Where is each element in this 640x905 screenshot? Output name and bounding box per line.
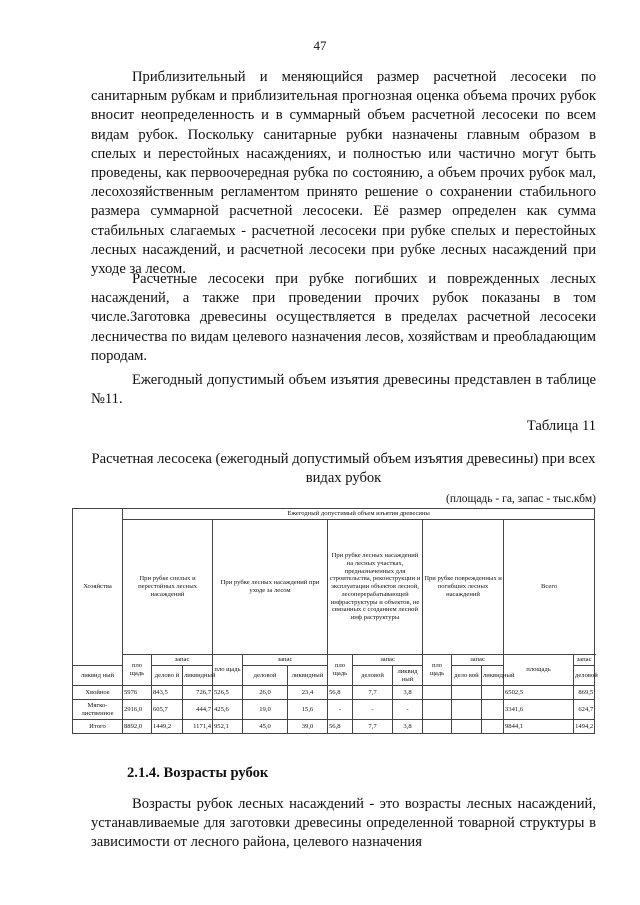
paragraph-3: Ежегодный допустимый объем изъятия древесины представлен в таблице №11. xyxy=(91,372,596,408)
row-name: Хвойное xyxy=(73,686,123,700)
cell: 15,6 xyxy=(288,700,328,720)
cell: 9844,1 xyxy=(504,720,574,734)
sub-likvid-vsego: ликвидный xyxy=(482,666,504,686)
sub-delov-stroit: деловой xyxy=(353,666,393,686)
cell: 869,5 xyxy=(574,686,595,700)
cell xyxy=(423,720,452,734)
group-header-stroit: При рубке лесных насаждений на лесных участках, предназначенных для строительства, реконструкции и эксплуатации объектов лесной, лесоперерабатывающей инфраструктуры и объектов, не связанных с созданием лесной инф раструктуры xyxy=(328,520,423,655)
cell xyxy=(452,700,482,720)
table-row xyxy=(73,700,595,720)
sub-likvid-pogib: ликвид ный xyxy=(393,666,423,686)
cell: 8892,0 xyxy=(123,720,152,734)
sub-zapas-spelye: запас xyxy=(152,655,213,666)
sub-delov-spelye: делово й xyxy=(152,666,183,686)
cell: 3,8 xyxy=(393,686,423,700)
table-caption: Таблица 11 xyxy=(526,418,596,434)
cell: 726,7 xyxy=(183,686,213,700)
cell: - xyxy=(328,700,353,720)
cell: 843,5 xyxy=(152,686,183,700)
cell: 444,7 xyxy=(183,700,213,720)
cell xyxy=(423,700,452,720)
group-header-uhod: При рубке лесных насаждений при уходе за лесом xyxy=(213,520,328,655)
cell: 952,1 xyxy=(213,720,243,734)
sub-area-spelye: пло щадь xyxy=(123,655,152,686)
cell: 526,5 xyxy=(213,686,243,700)
table-row xyxy=(73,720,595,734)
cell xyxy=(482,686,504,700)
cell: 7,7 xyxy=(353,686,393,700)
cell: 3341,6 xyxy=(504,700,574,720)
cell: 3,8 xyxy=(393,720,423,734)
cell: 1449,2 xyxy=(152,720,183,734)
table-title: Расчетная лесосека (ежегодный допустимый объем изъятия древесины) при всех видах рубок xyxy=(91,451,596,486)
page-number: 47 xyxy=(313,38,327,53)
sub-delov-vsego: деловой xyxy=(574,666,595,686)
group-header-pogib: При рубке поврежденных и погибших лесных насаждений xyxy=(423,520,504,655)
cell xyxy=(452,720,482,734)
cell: 56,8 xyxy=(328,720,353,734)
cell: 19,0 xyxy=(243,700,288,720)
cell xyxy=(482,720,504,734)
row-name: Итого xyxy=(73,720,123,734)
row-name: Мягко-лиственное xyxy=(73,700,123,720)
table-units: (площадь - га, запас - тыс.кбм) xyxy=(446,493,596,505)
table-row xyxy=(73,686,595,700)
cell xyxy=(423,686,452,700)
cell: 45,0 xyxy=(243,720,288,734)
cell: 425,6 xyxy=(213,700,243,720)
sub-delov-pogib: дело вой xyxy=(452,666,482,686)
col-header-hoz: Хозяйства xyxy=(73,509,123,666)
sub-zapas-pogib: запас xyxy=(452,655,504,666)
sub-zapas-stroit: запас xyxy=(353,655,423,666)
cell: 23,4 xyxy=(288,686,328,700)
cell: 5976 xyxy=(123,686,152,700)
cell: 1171,4 xyxy=(183,720,213,734)
cell: 6502,5 xyxy=(504,686,574,700)
super-header: Ежегодный допустимый объем изъятия древесины xyxy=(123,509,595,520)
sub-zapas-uhod: запас xyxy=(243,655,328,666)
cell: 624,7 xyxy=(574,700,595,720)
cell: - xyxy=(393,700,423,720)
sub-zapas-vsego: запас xyxy=(574,655,595,666)
sub-likvid-uhod: ликвидный xyxy=(183,666,213,686)
cell: 1494,2 xyxy=(574,720,595,734)
sub-likvid-stroit: ликвидный xyxy=(288,666,328,686)
sub-area-uhod: пло щадь xyxy=(213,655,243,686)
cell: 2916,0 xyxy=(123,700,152,720)
cell: - xyxy=(353,700,393,720)
group-header-vsego: Всего xyxy=(504,520,595,655)
section-heading: 2.1.4. Возрасты рубок xyxy=(127,765,269,781)
cell xyxy=(482,700,504,720)
group-header-spelye: При рубке спелых и перестойных лесных насаждений xyxy=(123,520,213,655)
cutting-table xyxy=(72,508,598,734)
cell xyxy=(452,686,482,700)
sub-area-pogib: пло щадь xyxy=(423,655,452,686)
sub-delov-uhod: деловой xyxy=(243,666,288,686)
cell: 39,0 xyxy=(288,720,328,734)
sub-likvid-spelye: ликвид ный xyxy=(73,666,123,686)
cell: 605,7 xyxy=(152,700,183,720)
paragraph-4: Возрасты рубок лесных насаждений - это возрасты лесных насаждений, устанавливаемые для заготовки древесины определенной товарной структуры в зависимости от лесного района, целевого назначения xyxy=(91,796,596,851)
paragraph-1: Приблизительный и меняющийся размер расчетной лесосеки по санитарным рубкам и приблизительная прогнозная оценка объема прочих рубок вносит неопределенность и в суммарный объем расчетной лесосеки по всем видам рубок. Поскольку санитарные рубки назначены главным образом в спелых и перестойных насаждениях, и полностью или частично могут быть проведены, как первоочередная рубка по состоянию, а объем прочих рубок мал, лесохозяйственным регламентом принято решение о сохранении стабильного размера суммарной расчетной лесосеки. Её размер определен как сумма стабильных слагаемых - расчетной лесосеки при рубке спелых и перестойных лесных насаждений, и расчетной лесосеки при рубке лесных насаждений при уходе за лесом. xyxy=(91,69,596,278)
cell: 56,8 xyxy=(328,686,353,700)
cell: 7,7 xyxy=(353,720,393,734)
cell: 26,0 xyxy=(243,686,288,700)
sub-area-stroit: пло щадь xyxy=(328,655,353,686)
sub-area-vsego: площадь xyxy=(504,655,574,686)
paragraph-2: Расчетные лесосеки при рубке погибших и поврежденных лесных насаждений, а также при проведении прочих рубок показаны в том числе.Заготовка древесины осуществляется в пределах расчетной лесосеки лесничества по видам целевого назначения лесов, хозяйствам и преобладающим породам. xyxy=(91,271,596,364)
